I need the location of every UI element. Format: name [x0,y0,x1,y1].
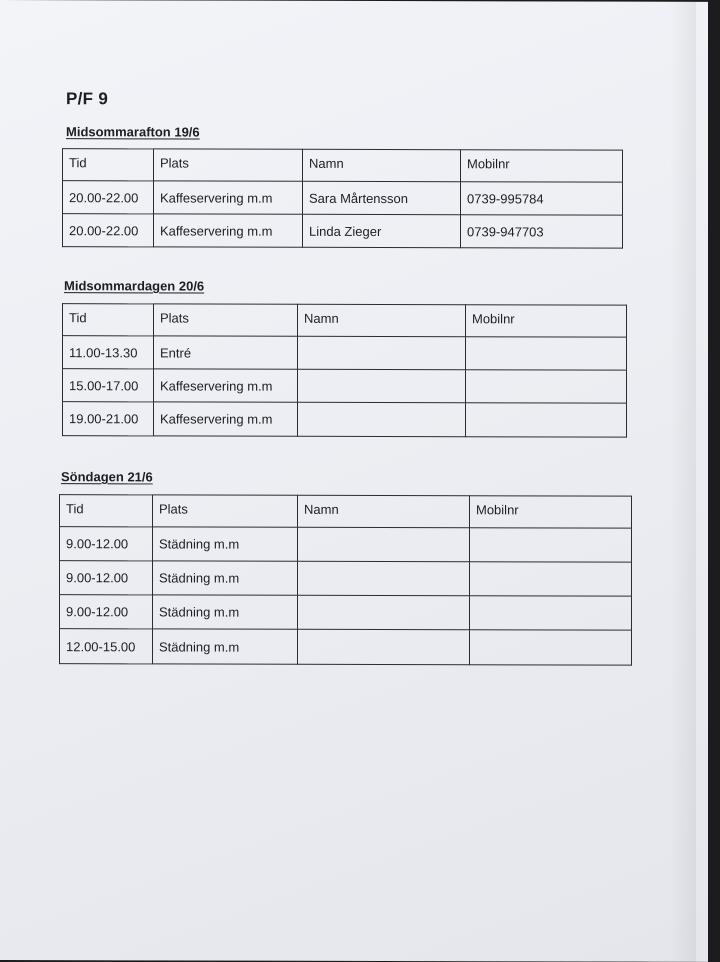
table-header-row [63,304,627,337]
cell-namn [298,336,466,369]
cell-mobilnr [470,528,632,562]
cell-mobilnr: 0739-995784 [461,182,623,215]
cell-namn: Sara Mårtensson [303,181,461,214]
header-cell-tid: Tid [60,495,153,527]
cell-mobilnr [470,562,632,596]
cell-plats: Kaffeservering m.m [154,214,303,247]
header-cell-mobilnr: Mobilnr [470,496,632,528]
cell-plats: Städning m.m [153,561,298,595]
cell-tid: 15.00-17.00 [63,369,154,402]
table-row [63,336,627,370]
cell-tid: 19.00-21.00 [63,402,154,436]
table-row [63,402,627,437]
cell-tid: 11.00-13.30 [63,336,154,369]
cell-tid: 9.00-12.00 [60,527,153,561]
section-heading-sondagen: Söndagen 21/6 [61,469,153,485]
header-cell-mobilnr: Mobilnr [461,150,623,182]
cell-mobilnr: 0739-947703 [461,215,623,248]
table-header-row [63,149,623,182]
header-cell-plats: Plats [154,149,303,181]
cell-tid: 12.00-15.00 [60,629,153,664]
cell-namn [298,527,470,561]
cell-plats: Kaffeservering m.m [154,402,298,436]
header-cell-namn: Namn [303,149,461,181]
table-header-row [60,495,632,528]
cell-mobilnr [470,630,632,665]
header-cell-tid: Tid [63,149,154,181]
header-cell-namn: Namn [298,304,466,336]
cell-namn [298,402,466,436]
section-heading-midsommardagen: Midsommardagen 20/6 [64,278,205,294]
cell-tid: 20.00-22.00 [63,214,154,247]
header-cell-plats: Plats [153,495,298,527]
schedule-table-sondagen [59,494,632,666]
table-row [63,214,623,248]
cell-plats: Kaffeservering m.m [154,181,303,214]
schedule-table-midsommarafton [62,148,623,248]
header-cell-mobilnr: Mobilnr [466,305,627,337]
cell-namn [298,629,470,664]
cell-mobilnr [466,337,627,370]
cell-plats: Städning m.m [153,595,298,629]
table-row [60,561,632,596]
cell-namn: Linda Zieger [303,214,461,247]
schedule-table-midsommardagen [62,303,627,437]
cell-mobilnr [466,370,627,403]
cell-mobilnr [466,403,627,437]
cell-mobilnr [470,596,632,630]
cell-plats: Städning m.m [153,629,298,664]
cell-plats: Städning m.m [153,527,298,561]
cell-namn [298,561,470,595]
section-heading-midsommarafton: Midsommarafton 19/6 [66,124,200,140]
cell-namn [298,595,470,629]
cell-tid: 9.00-12.00 [60,595,153,629]
cell-tid: 20.00-22.00 [63,181,154,214]
cell-plats: Kaffeservering m.m [154,369,298,402]
table-row [60,595,632,630]
page-edge-shadow [670,2,696,962]
header-cell-namn: Namn [298,495,470,527]
cell-namn [298,369,466,402]
table-row [63,181,623,215]
cell-plats: Entré [154,336,298,369]
table-row [63,369,627,403]
cell-tid: 9.00-12.00 [60,561,153,595]
header-cell-tid: Tid [63,304,154,336]
page-title: P/F 9 [66,89,109,109]
table-row [60,527,632,562]
table-row [60,629,632,665]
header-cell-plats: Plats [154,304,298,336]
